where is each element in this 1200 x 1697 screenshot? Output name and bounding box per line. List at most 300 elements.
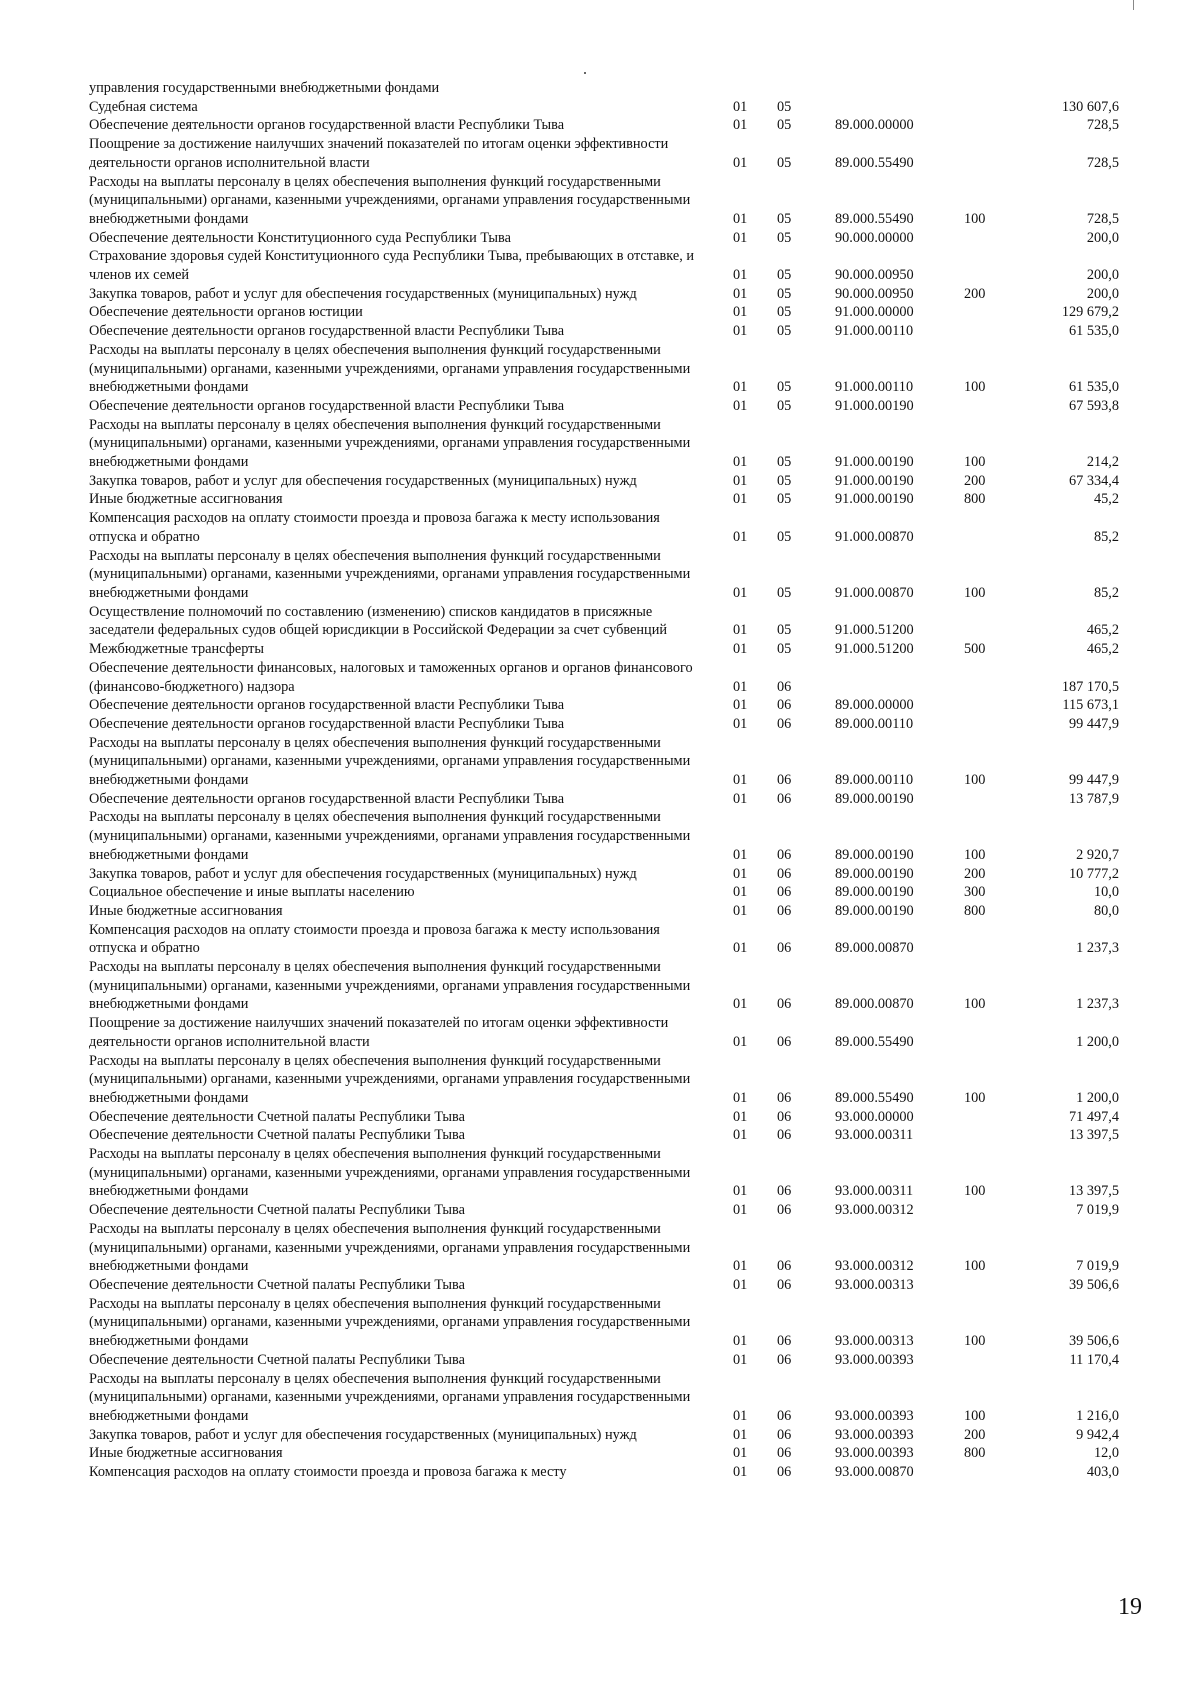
row-name-cell: Обеспечение деятельности органов государственной власти Республики Тыва xyxy=(89,697,565,714)
target-article-code-cell: 89.000.00110 xyxy=(835,715,914,732)
table-row xyxy=(89,1145,1119,1201)
target-article-code-cell: 89.000.55490 xyxy=(835,210,914,227)
section-code-cell: 01 xyxy=(733,1127,748,1144)
row-name-cell: Компенсация расходов на оплату стоимости проезда и провоза багажа к месту использования отпуска и обратно xyxy=(89,921,660,957)
section-code-cell: 01 xyxy=(733,622,748,639)
row-name-cell: Обеспечение деятельности органов государственной власти Республики Тыва xyxy=(89,715,565,732)
target-article-code-cell: 89.000.55490 xyxy=(835,154,914,171)
row-name-cell: Иные бюджетные ассигнования xyxy=(89,491,283,508)
section-code-cell: 01 xyxy=(733,996,748,1013)
target-article-code-cell: 91.000.00870 xyxy=(835,584,914,601)
amount-cell: 1 200,0 xyxy=(1076,1089,1119,1106)
table-row xyxy=(89,1220,1119,1276)
amount-cell: 115 673,1 xyxy=(1062,697,1119,714)
amount-cell: 9 942,4 xyxy=(1076,1426,1119,1443)
expense-type-code-cell xyxy=(946,303,1026,322)
section-code-cell: 01 xyxy=(733,1333,748,1350)
target-article-code-cell: 93.000.00313 xyxy=(835,1333,914,1350)
amount-cell: 200,0 xyxy=(1086,285,1119,302)
section-code-cell: 01 xyxy=(733,1426,748,1443)
expense-type-code-cell xyxy=(946,1351,1026,1370)
subsection-code-cell: 05 xyxy=(777,622,792,639)
amount-cell: 12,0 xyxy=(1093,1445,1119,1462)
amount-cell: 85,2 xyxy=(1093,584,1119,601)
expense-type-code-cell: 100 xyxy=(964,210,986,227)
section-code-cell: 01 xyxy=(733,229,748,246)
table-row xyxy=(89,397,1119,416)
subsection-code-cell: 05 xyxy=(777,472,792,489)
amount-cell: 13 397,5 xyxy=(1068,1127,1119,1144)
subsection-code-cell: 06 xyxy=(777,715,792,732)
row-name-cell: Расходы на выплаты персоналу в целях обеспечения выполнения функций государственными (муниципальными) органами, казенными учреждениями, органами управления государственными внебюджетными фондами xyxy=(89,734,691,789)
target-article-code-cell: 93.000.00393 xyxy=(835,1426,914,1443)
row-name-cell: Закупка товаров, работ и услуг для обеспечения государственных (муниципальных) нужд xyxy=(89,865,637,882)
table-row xyxy=(89,322,1119,341)
section-code-cell: 01 xyxy=(733,1277,748,1293)
table-row xyxy=(89,416,1119,472)
subsection-code-cell: 05 xyxy=(777,267,792,284)
table-row xyxy=(89,883,1119,902)
section-code-cell: 01 xyxy=(733,715,748,732)
row-name-cell: Обеспечение деятельности органов государственной власти Республики Тыва xyxy=(89,790,565,807)
row-name-cell: Обеспечение деятельности органов государственной власти Республики Тыва xyxy=(89,323,565,340)
target-article-code-cell: 93.000.00312 xyxy=(835,1258,914,1275)
amount-cell: 728,5 xyxy=(1086,154,1119,171)
section-code-cell: 01 xyxy=(733,304,748,321)
table-row xyxy=(89,472,1119,491)
expense-type-code-cell: 100 xyxy=(964,1333,986,1350)
section-code-cell: 01 xyxy=(733,1445,748,1462)
subsection-code-cell: 06 xyxy=(777,846,792,863)
table-row xyxy=(89,1126,1119,1145)
amount-cell: 465,2 xyxy=(1086,641,1119,658)
expense-type-code-cell xyxy=(946,1126,1026,1145)
row-name-cell: Обеспечение деятельности Счетной палаты Республики Тыва xyxy=(89,1127,465,1144)
expense-type-code-cell xyxy=(946,715,1026,734)
amount-cell: 1 237,3 xyxy=(1076,940,1119,957)
section-code-cell: 01 xyxy=(733,323,748,340)
section-code-cell: 01 xyxy=(733,98,748,115)
expense-type-code-cell: 800 xyxy=(964,491,986,508)
row-name-cell: Поощрение за достижение наилучших значений показателей по итогам оценки эффективности деятельности органов исполнительной власти xyxy=(89,1015,669,1050)
amount-cell: 7 019,9 xyxy=(1076,1202,1119,1219)
section-code-cell: 01 xyxy=(733,1033,748,1050)
row-name-cell: Расходы на выплаты персоналу в целях обеспечения выполнения функций государственными (муниципальными) органами, казенными учреждениями, органами управления государственными внебюджетными фондами xyxy=(89,1220,691,1275)
section-code-cell: 01 xyxy=(733,865,748,882)
subsection-code-cell: 06 xyxy=(777,1407,792,1424)
target-article-code-cell: 93.000.00393 xyxy=(835,1445,914,1462)
section-code-cell: 01 xyxy=(733,772,748,789)
amount-cell: 61 535,0 xyxy=(1068,323,1119,340)
row-name-cell: Судебная система xyxy=(89,98,198,115)
section-code-cell: 01 xyxy=(733,641,748,658)
section-code-cell: 01 xyxy=(733,397,748,414)
expense-type-code-cell: 200 xyxy=(964,1426,986,1443)
scan-dust-dot xyxy=(584,72,586,74)
target-article-code-cell: 90.000.00950 xyxy=(835,285,914,302)
expense-type-code-cell xyxy=(946,1201,1026,1220)
expense-type-code-cell xyxy=(946,79,1026,98)
row-name-cell: Расходы на выплаты персоналу в целях обеспечения выполнения функций государственными (муниципальными) органами, казенными учреждениями, органами управления государственными внебюджетными фондами xyxy=(89,809,691,863)
section-code-cell: 01 xyxy=(733,1202,748,1219)
subsection-code-cell: 05 xyxy=(777,154,792,171)
subsection-code-cell: 05 xyxy=(777,584,792,601)
subsection-code-cell: 06 xyxy=(777,1033,792,1050)
table-row xyxy=(89,1014,1119,1051)
amount-cell: 728,5 xyxy=(1086,117,1119,134)
row-name-cell: Закупка товаров, работ и услуг для обеспечения государственных (муниципальных) нужд xyxy=(89,1426,637,1443)
target-article-code-cell: 91.000.00190 xyxy=(835,472,914,489)
target-article-code-cell: 91.000.00000 xyxy=(835,304,914,321)
subsection-code-cell: 06 xyxy=(777,1089,792,1106)
expense-type-code-cell: 100 xyxy=(964,1183,986,1200)
target-article-code-cell: 89.000.55490 xyxy=(835,1089,914,1106)
table-row xyxy=(89,98,1119,117)
expense-type-code-cell: 200 xyxy=(964,865,986,882)
table-row xyxy=(89,790,1119,809)
row-name-cell: Социальное обеспечение и иные выплаты населению xyxy=(89,884,415,901)
row-name-cell: Обеспечение деятельности Счетной палаты Республики Тыва xyxy=(89,1351,465,1368)
amount-cell: 1 200,0 xyxy=(1076,1033,1119,1050)
scan-edge-mark xyxy=(1133,0,1134,10)
section-code-cell: 01 xyxy=(733,267,748,284)
subsection-code-cell: 05 xyxy=(777,229,792,246)
row-name-cell: Поощрение за достижение наилучших значений показателей по итогам оценки эффективности деятельности органов исполнительной власти xyxy=(89,136,669,171)
amount-cell: 200,0 xyxy=(1086,267,1119,284)
target-article-code-cell: 89.000.00000 xyxy=(835,697,914,714)
table-row xyxy=(89,509,1119,546)
target-article-code-cell: 89.000.00190 xyxy=(835,865,914,882)
row-name-cell: управления государственными внебюджетными фондами xyxy=(89,80,440,96)
row-name-cell: Расходы на выплаты персоналу в целях обеспечения выполнения функций государственными (муниципальными) органами, казенными учреждениями, органами управления государственными внебюджетными фондами xyxy=(89,1146,691,1200)
expense-type-code-cell xyxy=(946,1463,1026,1482)
target-article-code-cell xyxy=(821,79,946,98)
subsection-code-cell: 05 xyxy=(777,379,792,396)
target-article-code-cell xyxy=(821,659,946,696)
expense-type-code-cell xyxy=(946,921,1026,958)
target-article-code-cell: 89.000.00190 xyxy=(835,902,914,919)
target-article-code-cell: 91.000.00870 xyxy=(835,528,914,545)
table-row xyxy=(89,659,1119,696)
expense-type-code-cell: 500 xyxy=(964,641,986,658)
amount-cell: 71 497,4 xyxy=(1068,1108,1119,1125)
section-code-cell: 01 xyxy=(733,1351,748,1368)
table-row xyxy=(89,696,1119,715)
amount-cell: 39 506,6 xyxy=(1068,1333,1119,1350)
expense-type-code-cell: 200 xyxy=(964,285,986,302)
expense-type-code-cell: 800 xyxy=(964,902,986,919)
amount-cell: 1 237,3 xyxy=(1076,996,1119,1013)
subsection-code-cell: 06 xyxy=(777,790,792,807)
table-row xyxy=(89,341,1119,397)
table-row xyxy=(89,1426,1119,1445)
amount-cell: 129 679,2 xyxy=(1061,304,1119,321)
amount-cell: 200,0 xyxy=(1086,229,1119,246)
subsection-code-cell: 06 xyxy=(777,865,792,882)
subsection-code-cell xyxy=(761,79,821,98)
section-code-cell: 01 xyxy=(733,154,748,171)
target-article-code-cell: 90.000.00000 xyxy=(835,229,914,246)
row-name-cell: Обеспечение деятельности органов юстиции xyxy=(89,304,363,321)
target-article-code-cell: 93.000.00393 xyxy=(835,1351,914,1368)
target-article-code-cell: 89.000.00190 xyxy=(835,846,914,863)
amount-cell: 39 506,6 xyxy=(1068,1277,1119,1293)
subsection-code-cell: 05 xyxy=(777,210,792,227)
expense-type-code-cell xyxy=(946,659,1026,696)
section-code-cell: 01 xyxy=(733,697,748,714)
section-code-cell: 01 xyxy=(733,379,748,396)
subsection-code-cell: 06 xyxy=(777,1351,792,1368)
target-article-code-cell: 93.000.00311 xyxy=(835,1127,914,1144)
target-article-code-cell: 89.000.00000 xyxy=(835,117,914,134)
section-code-cell: 01 xyxy=(733,1407,748,1424)
row-name-cell: Расходы на выплаты персоналу в целях обеспечения выполнения функций государственными (муниципальными) органами, казенными учреждениями, органами управления государственными внебюджетными фондами xyxy=(89,1052,691,1106)
section-code-cell: 01 xyxy=(733,1108,748,1125)
amount-cell: 728,5 xyxy=(1086,210,1119,227)
table-row xyxy=(89,1108,1119,1127)
target-article-code-cell: 89.000.00110 xyxy=(835,772,914,789)
expense-type-code-cell: 100 xyxy=(964,379,986,396)
amount-cell: 130 607,6 xyxy=(1061,98,1119,115)
subsection-code-cell: 06 xyxy=(777,1426,792,1443)
target-article-code-cell: 89.000.00190 xyxy=(835,884,914,901)
subsection-code-cell: 05 xyxy=(777,491,792,508)
expense-type-code-cell: 100 xyxy=(964,454,986,471)
expense-type-code-cell: 100 xyxy=(964,1089,986,1106)
amount-cell: 85,2 xyxy=(1093,528,1119,545)
amount-cell: 214,2 xyxy=(1086,454,1119,471)
section-code-cell: 01 xyxy=(733,584,748,601)
row-name-cell: Обеспечение деятельности органов государственной власти Республики Тыва xyxy=(89,117,565,134)
subsection-code-cell: 06 xyxy=(777,884,792,901)
subsection-code-cell: 05 xyxy=(777,285,792,302)
table-row xyxy=(89,1295,1119,1351)
amount-cell: 465,2 xyxy=(1086,622,1119,639)
target-article-code-cell: 93.000.00393 xyxy=(835,1407,914,1424)
table-row xyxy=(89,603,1119,640)
expense-type-code-cell xyxy=(946,229,1026,248)
row-name-cell: Закупка товаров, работ и услуг для обеспечения государственных (муниципальных) нужд xyxy=(89,285,637,302)
table-row xyxy=(89,490,1119,509)
table-row xyxy=(89,116,1119,135)
amount-cell: 10,0 xyxy=(1093,884,1119,901)
subsection-code-cell: 06 xyxy=(777,996,792,1013)
row-name-cell: Обеспечение деятельности Счетной палаты Республики Тыва xyxy=(89,1277,465,1293)
table-row xyxy=(89,1351,1119,1370)
subsection-code-cell: 05 xyxy=(777,98,792,115)
target-article-code-cell xyxy=(821,98,946,117)
expense-type-code-cell xyxy=(946,135,1026,172)
target-article-code-cell: 91.000.00190 xyxy=(835,454,914,471)
amount-cell: 1 216,0 xyxy=(1076,1407,1119,1424)
target-article-code-cell: 93.000.00870 xyxy=(835,1464,914,1481)
row-name-cell: Обеспечение деятельности органов государственной власти Республики Тыва xyxy=(89,397,565,414)
row-name-cell: Расходы на выплаты персоналу в целях обеспечения выполнения функций государственными (муниципальными) органами, казенными учреждениями, органами управления государственными внебюджетными фондами xyxy=(89,1370,691,1424)
target-article-code-cell: 91.000.00110 xyxy=(835,379,914,396)
target-article-code-cell: 89.000.55490 xyxy=(835,1033,914,1050)
expense-type-code-cell: 100 xyxy=(964,846,986,863)
row-name-cell: Расходы на выплаты персоналу в целях обеспечения выполнения функций государственными (муниципальными) органами, казенными учреждениями, органами управления государственными внебюджетными фондами xyxy=(89,959,691,1013)
page-number: 19 xyxy=(1118,1594,1142,1620)
subsection-code-cell: 05 xyxy=(777,304,792,321)
subsection-code-cell: 05 xyxy=(777,397,792,414)
amount-cell: 2 920,7 xyxy=(1076,846,1119,863)
section-code-cell: 01 xyxy=(733,454,748,471)
table-row xyxy=(89,1052,1119,1108)
section-code-cell xyxy=(711,79,761,98)
subsection-code-cell: 06 xyxy=(777,1202,792,1219)
table-row xyxy=(89,1276,1119,1295)
expense-type-code-cell: 100 xyxy=(964,1258,986,1275)
table-body xyxy=(89,79,1119,1482)
table-row xyxy=(89,79,1119,98)
section-code-cell: 01 xyxy=(733,846,748,863)
expense-type-code-cell xyxy=(946,696,1026,715)
target-article-code-cell: 91.000.00190 xyxy=(835,491,914,508)
amount-cell: 99 447,9 xyxy=(1068,715,1119,732)
table-row xyxy=(89,1201,1119,1220)
expense-type-code-cell xyxy=(946,1276,1026,1295)
subsection-code-cell: 05 xyxy=(777,117,792,134)
target-article-code-cell: 93.000.00311 xyxy=(835,1183,914,1200)
amount-cell: 10 777,2 xyxy=(1068,865,1119,882)
row-name-cell: Расходы на выплаты персоналу в целях обеспечения выполнения функций государственными (муниципальными) органами, казенными учреждениями, органами управления государственными внебюджетными фондами xyxy=(89,547,691,601)
row-name-cell: Страхование здоровья судей Конституционного суда Республики Тыва, пребывающих в отставке, и членов их семей xyxy=(89,248,695,284)
row-name-cell: Компенсация расходов на оплату стоимости проезда и провоза багажа к месту использования отпуска и обратно xyxy=(89,510,660,545)
expense-type-code-cell: 100 xyxy=(964,996,986,1013)
target-article-code-cell: 91.000.00110 xyxy=(835,323,914,340)
target-article-code-cell: 91.000.51200 xyxy=(835,622,914,639)
table-row xyxy=(89,808,1119,864)
subsection-code-cell: 06 xyxy=(777,1277,792,1293)
subsection-code-cell: 06 xyxy=(777,1445,792,1462)
amount-cell: 7 019,9 xyxy=(1076,1258,1119,1275)
expense-type-code-cell xyxy=(946,509,1026,546)
row-name-cell: Расходы на выплаты персоналу в целях обеспечения выполнения функций государственными (муниципальными) органами, казенными учреждениями, органами управления государственными внебюджетными фондами xyxy=(89,1295,691,1350)
table-row xyxy=(89,173,1119,229)
expense-type-code-cell: 200 xyxy=(964,472,986,489)
section-code-cell: 01 xyxy=(733,902,748,919)
expense-type-code-cell: 100 xyxy=(964,584,986,601)
section-code-cell: 01 xyxy=(733,940,748,957)
subsection-code-cell: 06 xyxy=(777,1333,792,1350)
table-row xyxy=(89,902,1119,921)
expense-type-code-cell xyxy=(946,790,1026,809)
amount-cell: 61 535,0 xyxy=(1068,379,1119,396)
target-article-code-cell: 89.000.00190 xyxy=(835,790,914,807)
subsection-code-cell: 05 xyxy=(777,454,792,471)
section-code-cell: 01 xyxy=(733,210,748,227)
expense-type-code-cell xyxy=(946,397,1026,416)
target-article-code-cell: 91.000.00190 xyxy=(835,397,914,414)
amount-cell: 80,0 xyxy=(1093,902,1119,919)
section-code-cell: 01 xyxy=(733,472,748,489)
subsection-code-cell: 06 xyxy=(777,940,792,957)
row-name-cell: Осуществление полномочий по составлению (изменению) списков кандидатов в присяжные заседатели федеральных судов общей юрисдикции в Российской Федерации за счет субвенций xyxy=(89,603,667,639)
expense-type-code-cell xyxy=(946,322,1026,341)
amount-cell: 67 593,8 xyxy=(1068,397,1119,414)
expense-type-code-cell: 800 xyxy=(964,1445,986,1462)
section-code-cell: 01 xyxy=(733,117,748,134)
subsection-code-cell: 06 xyxy=(777,902,792,919)
target-article-code-cell: 91.000.51200 xyxy=(835,641,914,658)
row-name-cell: Расходы на выплаты персоналу в целях обеспечения выполнения функций государственными (муниципальными) органами, казенными учреждениями, органами управления государственными внебюджетными фондами xyxy=(89,341,691,396)
subsection-code-cell: 06 xyxy=(777,697,792,714)
table-row xyxy=(89,640,1119,659)
amount-cell: 67 334,4 xyxy=(1068,472,1119,489)
subsection-code-cell: 05 xyxy=(777,528,792,545)
amount-cell: 187 170,5 xyxy=(1061,678,1119,695)
table-row xyxy=(89,921,1119,958)
row-name-cell: Закупка товаров, работ и услуг для обеспечения государственных (муниципальных) нужд xyxy=(89,472,637,489)
amount-cell: 403,0 xyxy=(1086,1464,1119,1481)
expense-type-code-cell xyxy=(946,1014,1026,1051)
table-row xyxy=(89,734,1119,790)
row-name-cell: Расходы на выплаты персоналу в целях обеспечения выполнения функций государственными (муниципальными) органами, казенными учреждениями, органами управления государственными внебюджетными фондами xyxy=(89,416,691,471)
amount-cell: 13 397,5 xyxy=(1068,1183,1119,1200)
subsection-code-cell: 06 xyxy=(777,678,792,695)
section-code-cell: 01 xyxy=(733,884,748,901)
table-row xyxy=(89,247,1119,284)
subsection-code-cell: 05 xyxy=(777,323,792,340)
amount-cell xyxy=(1026,79,1119,98)
row-name-cell: Иные бюджетные ассигнования xyxy=(89,902,283,919)
subsection-code-cell: 05 xyxy=(777,641,792,658)
subsection-code-cell: 06 xyxy=(777,1258,792,1275)
section-code-cell: 01 xyxy=(733,491,748,508)
expense-type-code-cell xyxy=(946,116,1026,135)
table-row xyxy=(89,958,1119,1014)
expense-type-code-cell xyxy=(946,98,1026,117)
expense-type-code-cell: 100 xyxy=(964,772,986,789)
table-row xyxy=(89,1463,1119,1482)
row-name-cell: Обеспечение деятельности Конституционного суда Республики Тыва xyxy=(89,229,511,246)
section-code-cell: 01 xyxy=(733,790,748,807)
target-article-code-cell: 93.000.00313 xyxy=(835,1277,914,1293)
amount-cell: 45,2 xyxy=(1093,491,1119,508)
row-name-cell: Компенсация расходов на оплату стоимости проезда и провоза багажа к месту xyxy=(89,1464,567,1481)
table-row xyxy=(89,1370,1119,1426)
amount-cell: 99 447,9 xyxy=(1068,772,1119,789)
section-code-cell: 01 xyxy=(733,528,748,545)
table-row xyxy=(89,285,1119,304)
table-row xyxy=(89,135,1119,172)
target-article-code-cell: 93.000.00000 xyxy=(835,1108,914,1125)
section-code-cell: 01 xyxy=(733,678,748,695)
subsection-code-cell: 06 xyxy=(777,772,792,789)
expense-type-code-cell xyxy=(946,603,1026,640)
row-name-cell: Иные бюджетные ассигнования xyxy=(89,1445,283,1462)
table-row xyxy=(89,547,1119,603)
subsection-code-cell: 06 xyxy=(777,1183,792,1200)
subsection-code-cell: 06 xyxy=(777,1127,792,1144)
row-name-cell: Обеспечение деятельности финансовых, налоговых и таможенных органов и органов финансового (финансово-бюджетного) надзора xyxy=(89,659,693,695)
row-name-cell: Расходы на выплаты персоналу в целях обеспечения выполнения функций государственными (муниципальными) органами, казенными учреждениями, органами управления государственными внебюджетными фондами xyxy=(89,173,691,227)
amount-cell: 13 787,9 xyxy=(1068,790,1119,807)
row-name-cell: Межбюджетные трансферты xyxy=(89,641,265,658)
amount-cell: 11 170,4 xyxy=(1069,1351,1119,1368)
section-code-cell: 01 xyxy=(733,285,748,302)
expense-type-code-cell: 100 xyxy=(964,1407,986,1424)
expense-type-code-cell: 300 xyxy=(964,884,986,901)
section-code-cell: 01 xyxy=(733,1183,748,1200)
subsection-code-cell: 06 xyxy=(777,1464,792,1481)
table-row xyxy=(89,865,1119,884)
table-row xyxy=(89,303,1119,322)
table-row xyxy=(89,1444,1119,1463)
section-code-cell: 01 xyxy=(733,1258,748,1275)
table-row xyxy=(89,715,1119,734)
